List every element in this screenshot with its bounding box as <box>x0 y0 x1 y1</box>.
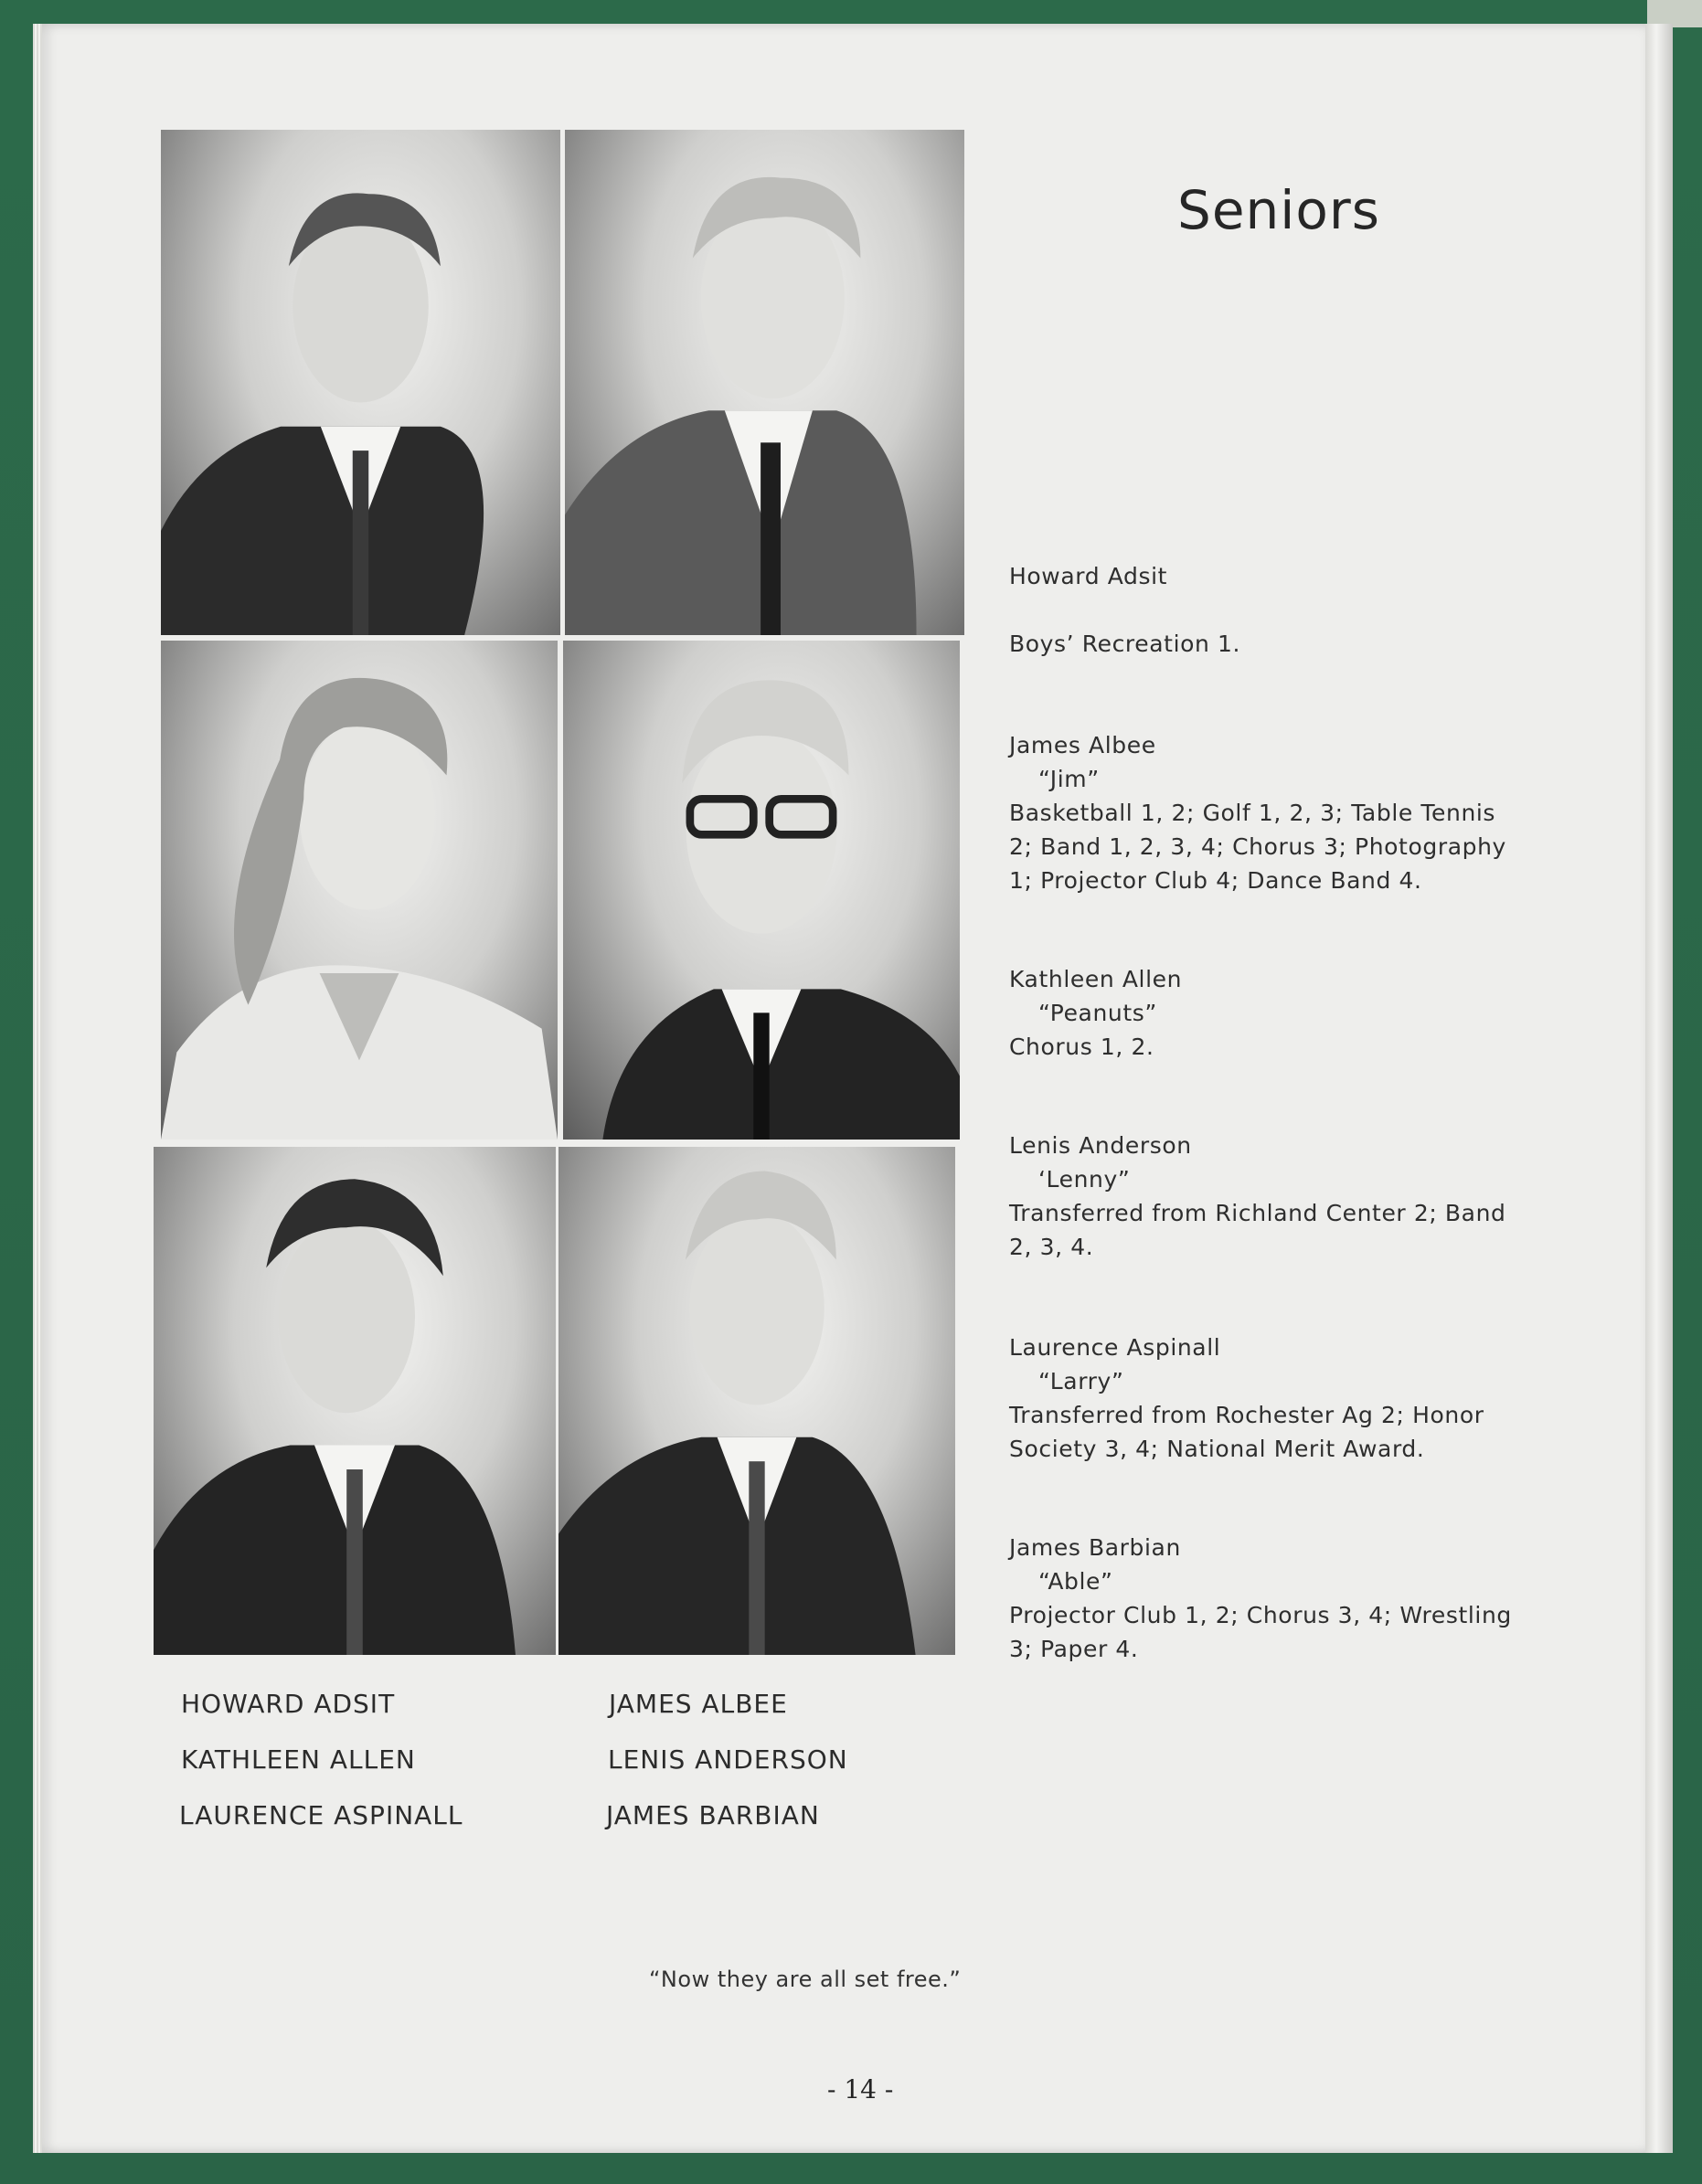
page-title: Seniors <box>1177 179 1380 241</box>
page-stack-right <box>1645 24 1673 2153</box>
bio-activities: Transferred from Rochester Ag 2; Honor Society 3, 4; National Merit Award. <box>1009 1402 1484 1462</box>
bio-nickname: “Jim” <box>1038 766 1100 792</box>
portrait-howard-adsit <box>161 130 560 635</box>
bio-activities: Boys’ Recreation 1. <box>1009 631 1241 657</box>
portrait-lenis-anderson <box>563 641 960 1140</box>
bio-name: Howard Adsit <box>1009 563 1168 589</box>
caption-james-barbian: JAMES BARBIAN <box>606 1800 820 1830</box>
bio-activities: Basketball 1, 2; Golf 1, 2, 3; Table Tennis 2; Band 1, 2, 3, 4; Chorus 3; Photography 1; Projector Club 4; Dance Band 4. <box>1009 800 1506 894</box>
closing-quote: “Now they are all set free.” <box>649 1967 962 1992</box>
page-number: - 14 - <box>827 2074 894 2104</box>
caption-lenis-anderson: LENIS ANDERSON <box>608 1744 848 1775</box>
bio-james-albee <box>1009 728 1521 897</box>
bio-name: James Albee <box>1009 732 1156 758</box>
bio-nickname: “Able” <box>1038 1568 1113 1595</box>
portrait-laurence-aspinall <box>154 1147 556 1655</box>
bio-name: Lenis Anderson <box>1009 1132 1192 1159</box>
bio-name: Kathleen Allen <box>1009 966 1183 992</box>
caption-howard-adsit: HOWARD ADSIT <box>181 1689 396 1719</box>
portrait-james-albee <box>565 130 964 635</box>
bio-nickname: “Peanuts” <box>1038 1000 1157 1026</box>
bio-howard-adsit <box>1009 559 1521 661</box>
bio-james-barbian <box>1009 1531 1521 1666</box>
bio-laurence-aspinall <box>1009 1331 1521 1466</box>
portrait-james-barbian <box>558 1147 955 1655</box>
bio-lenis-anderson <box>1009 1129 1521 1264</box>
caption-james-albee: JAMES ALBEE <box>609 1689 788 1719</box>
bio-activities: Chorus 1, 2. <box>1009 1034 1154 1060</box>
bio-name: James Barbian <box>1009 1534 1181 1561</box>
bio-nickname: “Larry” <box>1038 1368 1124 1394</box>
caption-laurence-aspinall: LAURENCE ASPINALL <box>179 1800 463 1830</box>
bio-nickname: ‘Lenny” <box>1038 1166 1131 1193</box>
bio-activities: Projector Club 1, 2; Chorus 3, 4; Wrestling 3; Paper 4. <box>1009 1602 1512 1662</box>
bio-kathleen-allen <box>1009 962 1521 1064</box>
caption-kathleen-allen: KATHLEEN ALLEN <box>181 1744 416 1775</box>
portrait-kathleen-allen <box>161 641 558 1140</box>
bio-name: Laurence Aspinall <box>1009 1334 1221 1361</box>
bio-activities: Transferred from Richland Center 2; Band 2, 3, 4. <box>1009 1200 1506 1260</box>
